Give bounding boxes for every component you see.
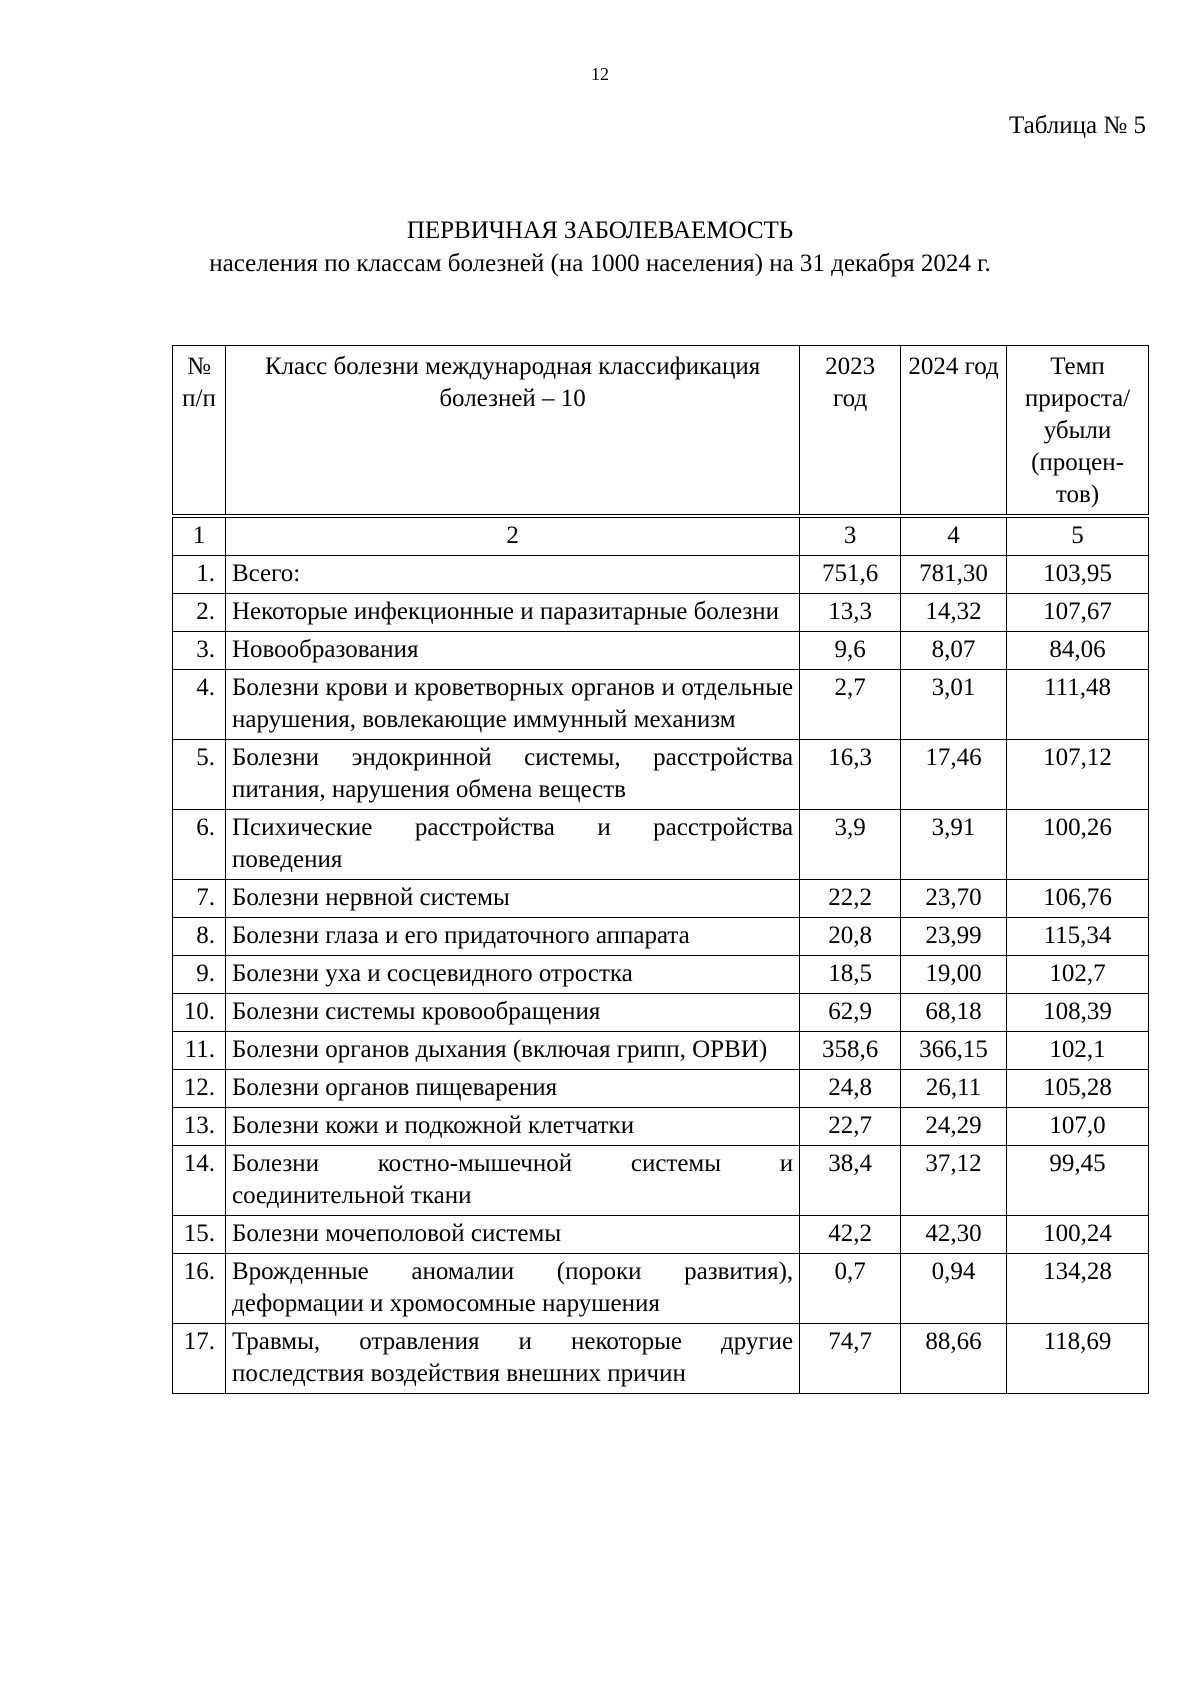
header-2023: 2023 год [800, 346, 901, 517]
value-2023: 38,4 [800, 1146, 901, 1216]
row-number: 7. [173, 880, 226, 918]
row-number: 5. [173, 740, 226, 810]
row-number: 8. [173, 918, 226, 956]
value-2024: 3,01 [901, 670, 1007, 740]
growth-rate: 103,95 [1007, 556, 1149, 594]
value-2023: 42,2 [800, 1216, 901, 1254]
value-2023: 62,9 [800, 994, 901, 1032]
row-number: 11. [173, 1032, 226, 1070]
table-label: Таблица № 5 [1008, 112, 1146, 139]
disease-class: Болезни кожи и подкожной клетчатки [225, 1108, 799, 1146]
column-number: 4 [901, 516, 1007, 556]
disease-class: Болезни мочеполовой системы [225, 1216, 799, 1254]
growth-rate: 115,34 [1007, 918, 1149, 956]
table-row [173, 918, 1149, 956]
row-number: 10. [173, 994, 226, 1032]
value-2023: 20,8 [800, 918, 901, 956]
disease-class: Болезни органов дыхания (включая грипп, ОРВИ) [225, 1032, 799, 1070]
growth-rate: 100,26 [1007, 810, 1149, 880]
table-row [173, 956, 1149, 994]
disease-class: Болезни органов пищеварения [225, 1070, 799, 1108]
table-row [173, 632, 1149, 670]
disease-class: Врожденные аномалии (пороки развития), деформации и хромосомные нарушения [225, 1254, 799, 1324]
table-row [173, 810, 1149, 880]
value-2023: 24,8 [800, 1070, 901, 1108]
table-row [173, 880, 1149, 918]
disease-class: Болезни крови и кроветворных органов и отдельные нарушения, вовлекающие иммунный механизм [225, 670, 799, 740]
growth-rate: 107,0 [1007, 1108, 1149, 1146]
column-number-row [173, 516, 1149, 556]
disease-class: Всего: [225, 556, 799, 594]
table-row [173, 594, 1149, 632]
value-2024: 0,94 [901, 1254, 1007, 1324]
value-2024: 23,99 [901, 918, 1007, 956]
value-2023: 18,5 [800, 956, 901, 994]
value-2023: 22,2 [800, 880, 901, 918]
disease-class: Новообразования [225, 632, 799, 670]
value-2023: 358,6 [800, 1032, 901, 1070]
table-row [173, 994, 1149, 1032]
row-number: 9. [173, 956, 226, 994]
growth-rate: 134,28 [1007, 1254, 1149, 1324]
value-2024: 42,30 [901, 1216, 1007, 1254]
growth-rate: 106,76 [1007, 880, 1149, 918]
column-number: 5 [1007, 516, 1149, 556]
header-disease-class: Класс болезни международная классификация болезней – 10 [225, 346, 799, 517]
value-2023: 74,7 [800, 1324, 901, 1394]
row-number: 3. [173, 632, 226, 670]
column-number: 1 [173, 516, 226, 556]
table-row [173, 740, 1149, 810]
value-2024: 26,11 [901, 1070, 1007, 1108]
value-2023: 751,6 [800, 556, 901, 594]
value-2023: 2,7 [800, 670, 901, 740]
title-line-1: ПЕРВИЧНАЯ ЗАБОЛЕВАЕМОСТЬ [406, 217, 794, 244]
header-2024: 2024 год [901, 346, 1007, 517]
table-row [173, 556, 1149, 594]
table-row [173, 670, 1149, 740]
growth-rate: 99,45 [1007, 1146, 1149, 1216]
growth-rate: 105,28 [1007, 1070, 1149, 1108]
value-2023: 22,7 [800, 1108, 901, 1146]
value-2023: 16,3 [800, 740, 901, 810]
page-number: 12 [591, 64, 609, 84]
table-row [173, 1216, 1149, 1254]
value-2024: 88,66 [901, 1324, 1007, 1394]
morbidity-table [172, 345, 1149, 1394]
disease-class: Некоторые инфекционные и паразитарные болезни [225, 594, 799, 632]
table-header-row [173, 346, 1149, 517]
value-2024: 19,00 [901, 956, 1007, 994]
disease-class: Болезни системы кровообращения [225, 994, 799, 1032]
row-number: 15. [173, 1216, 226, 1254]
row-number: 13. [173, 1108, 226, 1146]
table-row [173, 1108, 1149, 1146]
row-number: 16. [173, 1254, 226, 1324]
row-number: 6. [173, 810, 226, 880]
table-row [173, 1324, 1149, 1394]
value-2024: 8,07 [901, 632, 1007, 670]
value-2024: 37,12 [901, 1146, 1007, 1216]
growth-rate: 107,12 [1007, 740, 1149, 810]
table-row [173, 1254, 1149, 1324]
value-2023: 0,7 [800, 1254, 901, 1324]
table-row [173, 1070, 1149, 1108]
disease-class: Болезни глаза и его придаточного аппарата [225, 918, 799, 956]
row-number: 4. [173, 670, 226, 740]
disease-class: Болезни костно-мышечной системы и соединительной ткани [225, 1146, 799, 1216]
growth-rate: 102,1 [1007, 1032, 1149, 1070]
disease-class: Болезни нервной системы [225, 880, 799, 918]
header-number: № п/п [173, 346, 226, 517]
row-number: 1. [173, 556, 226, 594]
value-2023: 9,6 [800, 632, 901, 670]
value-2023: 3,9 [800, 810, 901, 880]
value-2024: 24,29 [901, 1108, 1007, 1146]
growth-rate: 108,39 [1007, 994, 1149, 1032]
value-2024: 17,46 [901, 740, 1007, 810]
column-number: 3 [800, 516, 901, 556]
value-2024: 14,32 [901, 594, 1007, 632]
row-number: 14. [173, 1146, 226, 1216]
growth-rate: 111,48 [1007, 670, 1149, 740]
disease-class: Болезни эндокринной системы, расстройства питания, нарушения обмена веществ [225, 740, 799, 810]
disease-class: Болезни уха и сосцевидного отростка [225, 956, 799, 994]
row-number: 2. [173, 594, 226, 632]
header-growth-rate: Темп прироста/ убыли (процен-тов) [1007, 346, 1149, 517]
value-2024: 781,30 [901, 556, 1007, 594]
disease-class: Психические расстройства и расстройства поведения [225, 810, 799, 880]
table-title [0, 214, 1200, 280]
table-row [173, 1032, 1149, 1070]
growth-rate: 102,7 [1007, 956, 1149, 994]
title-line-2: населения по классам болезней (на 1000 населения) на 31 декабря 2024 г. [209, 250, 991, 277]
disease-class: Травмы, отравления и некоторые другие последствия воздействия внешних причин [225, 1324, 799, 1394]
growth-rate: 100,24 [1007, 1216, 1149, 1254]
column-number: 2 [225, 516, 799, 556]
value-2024: 366,15 [901, 1032, 1007, 1070]
growth-rate: 84,06 [1007, 632, 1149, 670]
table-row [173, 1146, 1149, 1216]
value-2023: 13,3 [800, 594, 901, 632]
row-number: 12. [173, 1070, 226, 1108]
value-2024: 68,18 [901, 994, 1007, 1032]
value-2024: 3,91 [901, 810, 1007, 880]
row-number: 17. [173, 1324, 226, 1394]
growth-rate: 118,69 [1007, 1324, 1149, 1394]
value-2024: 23,70 [901, 880, 1007, 918]
growth-rate: 107,67 [1007, 594, 1149, 632]
